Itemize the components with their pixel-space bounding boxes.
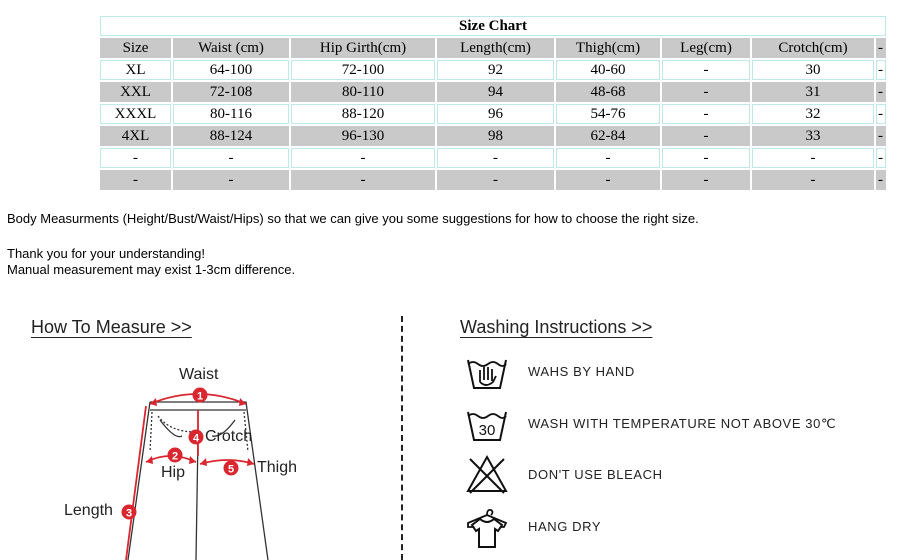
marker-5 — [224, 461, 239, 476]
column-header: Length(cm) — [437, 38, 554, 58]
table-cell: - — [173, 170, 289, 190]
table-cell: 80-110 — [291, 82, 435, 102]
table-cell: - — [662, 148, 750, 168]
table-cell: 72-108 — [173, 82, 289, 102]
table-cell: 88-120 — [291, 104, 435, 124]
table-cell: - — [100, 148, 171, 168]
column-header: Crotch(cm) — [752, 38, 874, 58]
table-cell: - — [876, 104, 886, 124]
no-bleach-icon — [462, 453, 512, 497]
how-to-measure-title: How To Measure >> — [31, 317, 192, 337]
table-cell: - — [662, 60, 750, 80]
table-cell: - — [876, 126, 886, 146]
table-row — [100, 104, 886, 124]
svg-text:1: 1 — [196, 390, 204, 403]
table-cell: 80-116 — [173, 104, 289, 124]
washing-instructions-title: Washing Instructions >> — [460, 317, 653, 337]
length-label: Length — [64, 502, 113, 519]
thigh-label: Thigh — [257, 459, 298, 476]
table-cell: 96-130 — [291, 126, 435, 146]
table-cell: 40-60 — [556, 60, 660, 80]
table-row — [100, 148, 886, 168]
table-cell: - — [100, 170, 171, 190]
table-cell: 62-84 — [556, 126, 660, 146]
table-cell: - — [173, 148, 289, 168]
table-cell: 96 — [437, 104, 554, 124]
table-cell: 4XL — [100, 126, 171, 146]
thanks-note: Thank you for your understanding! — [7, 246, 206, 261]
section-divider — [401, 316, 403, 560]
table-cell: - — [876, 82, 886, 102]
column-header: Hip Girth(cm) — [291, 38, 435, 58]
waist-label: Waist — [179, 366, 219, 383]
wash-item-label: DON'T USE BLEACH — [528, 467, 663, 482]
table-cell: 88-124 — [173, 126, 289, 146]
hip-label: Hip — [161, 464, 186, 481]
table-row — [100, 170, 886, 190]
table-cell: 72-100 — [291, 60, 435, 80]
table-cell: - — [752, 170, 874, 190]
crotch-label: Crotch — [205, 428, 253, 445]
table-cell: 98 — [437, 126, 554, 146]
table-cell: XL — [100, 60, 171, 80]
hang-dry-icon — [462, 505, 512, 549]
table-cell: 30 — [752, 60, 874, 80]
svg-text:3: 3 — [125, 507, 133, 520]
table-cell: - — [876, 170, 886, 190]
svg-text:5: 5 — [227, 463, 235, 476]
table-cell: 32 — [752, 104, 874, 124]
table-cell: - — [662, 82, 750, 102]
difference-note: Manual measurement may exist 1-3cm difference. — [7, 262, 296, 277]
svg-text:30: 30 — [478, 422, 496, 439]
length-measure-line — [126, 406, 146, 560]
table-cell: - — [437, 170, 554, 190]
table-cell: - — [662, 170, 750, 190]
table-cell: 92 — [437, 60, 554, 80]
marker-2 — [168, 448, 183, 463]
table-cell: XXL — [100, 82, 171, 102]
svg-text:2: 2 — [171, 450, 179, 463]
table-cell: 64-100 — [173, 60, 289, 80]
table-cell: - — [662, 104, 750, 124]
table-cell: - — [291, 170, 435, 190]
table-cell: XXXL — [100, 104, 171, 124]
table-cell: - — [662, 126, 750, 146]
table-cell: - — [291, 148, 435, 168]
size-chart-title: Size Chart — [100, 16, 886, 36]
column-header: Size — [100, 38, 171, 58]
size-chart-table — [98, 14, 888, 192]
table-cell: - — [556, 148, 660, 168]
table-cell: - — [876, 60, 886, 80]
table-cell: 48-68 — [556, 82, 660, 102]
table-row — [100, 82, 886, 102]
body-measurement-note: Body Measurments (Height/Bust/Waist/Hips) so that we can give you some suggestions for how to choose the right size. — [7, 211, 699, 226]
table-header-row — [100, 38, 886, 58]
table-cell: 33 — [752, 126, 874, 146]
table-cell: - — [556, 170, 660, 190]
table-row — [100, 126, 886, 146]
table-cell: 54-76 — [556, 104, 660, 124]
svg-text:4: 4 — [192, 432, 200, 445]
column-header: Thigh(cm) — [556, 38, 660, 58]
hand-wash-icon — [462, 350, 512, 394]
table-cell: 94 — [437, 82, 554, 102]
table-cell: - — [752, 148, 874, 168]
table-cell: - — [876, 148, 886, 168]
wash-30-icon — [462, 402, 512, 446]
marker-4 — [189, 430, 204, 445]
marker-1 — [193, 388, 208, 403]
marker-3 — [122, 505, 137, 520]
table-row — [100, 60, 886, 80]
wash-item-label: WAHS BY HAND — [528, 364, 635, 379]
wash-item-label: WASH WITH TEMPERATURE NOT ABOVE 30℃ — [528, 416, 837, 431]
table-cell: - — [437, 148, 554, 168]
table-cell: 31 — [752, 82, 874, 102]
column-header: - — [876, 38, 886, 58]
column-header: Leg(cm) — [662, 38, 750, 58]
wash-item-label: HANG DRY — [528, 519, 602, 534]
column-header: Waist (cm) — [173, 38, 289, 58]
